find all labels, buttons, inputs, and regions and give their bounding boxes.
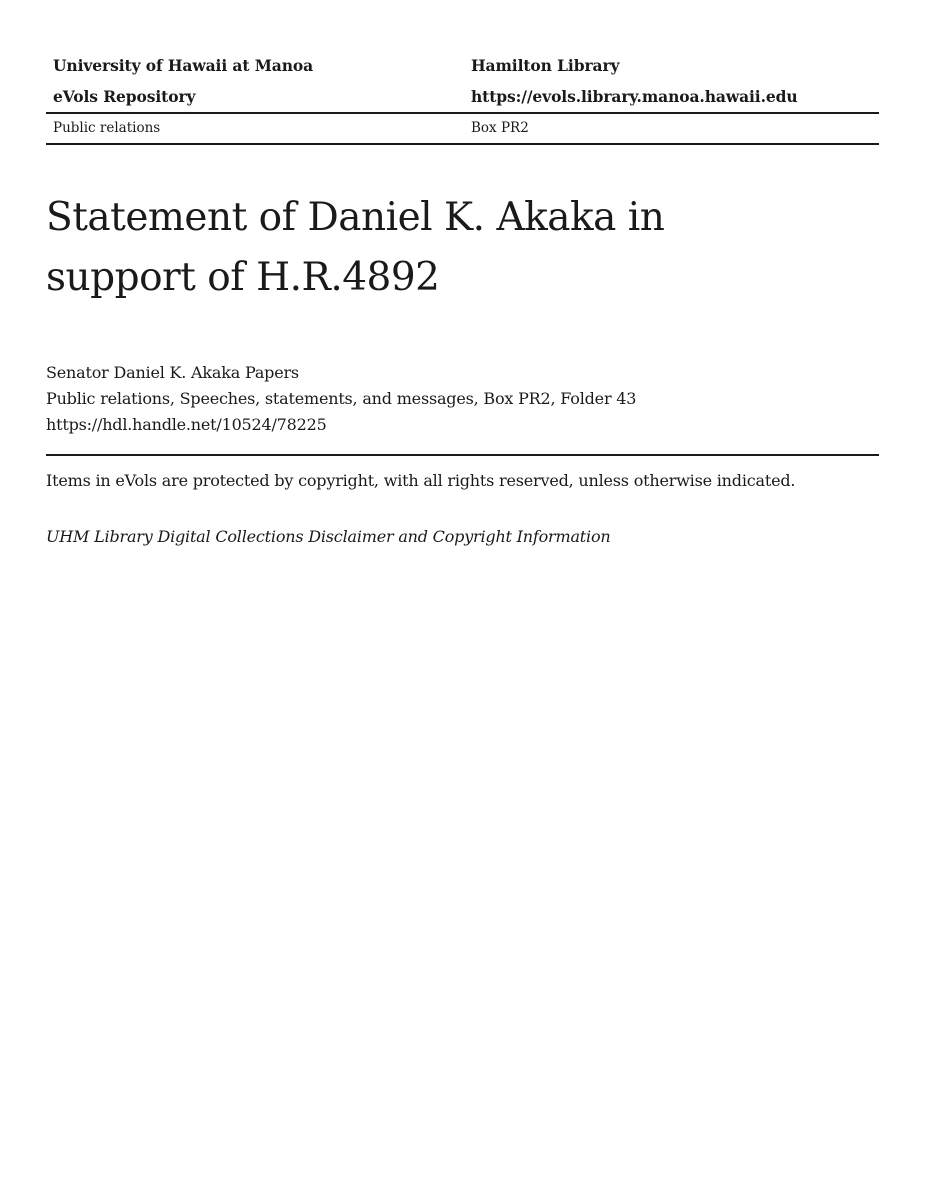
title-line-2: support of H.R.4892 xyxy=(46,255,440,300)
disclaimer-link[interactable]: UHM Library Digital Collections Disclaimer and Copyright Information xyxy=(46,527,611,546)
handle-link[interactable]: https://hdl.handle.net/10524/78225 xyxy=(46,415,327,434)
document-title xyxy=(46,188,746,308)
folder-location: Public relations, Speeches, statements, and messages, Box PR2, Folder 43 xyxy=(46,389,637,408)
title-line-1: Statement of Daniel K. Akaka in xyxy=(46,195,665,240)
library-name: Hamilton Library xyxy=(471,56,620,75)
header-table xyxy=(46,50,879,145)
header-row-repository xyxy=(46,81,879,112)
document-metadata xyxy=(46,360,636,438)
repository-url-link[interactable]: https://evols.library.manoa.hawaii.edu xyxy=(471,87,798,106)
header-row-series xyxy=(46,114,879,143)
header-rule-bottom xyxy=(46,143,879,145)
repository-name: eVols Repository xyxy=(53,87,196,106)
header-row-institution xyxy=(46,50,879,81)
collection-name: Senator Daniel K. Akaka Papers xyxy=(46,363,299,382)
copyright-notice: Items in eVols are protected by copyright, with all rights reserved, unless otherwise indicated. xyxy=(46,471,796,490)
section-divider xyxy=(46,454,879,456)
collection-series: Public relations xyxy=(53,120,161,136)
institution-name: University of Hawaii at Manoa xyxy=(53,56,314,75)
box-label: Box PR2 xyxy=(471,120,529,136)
